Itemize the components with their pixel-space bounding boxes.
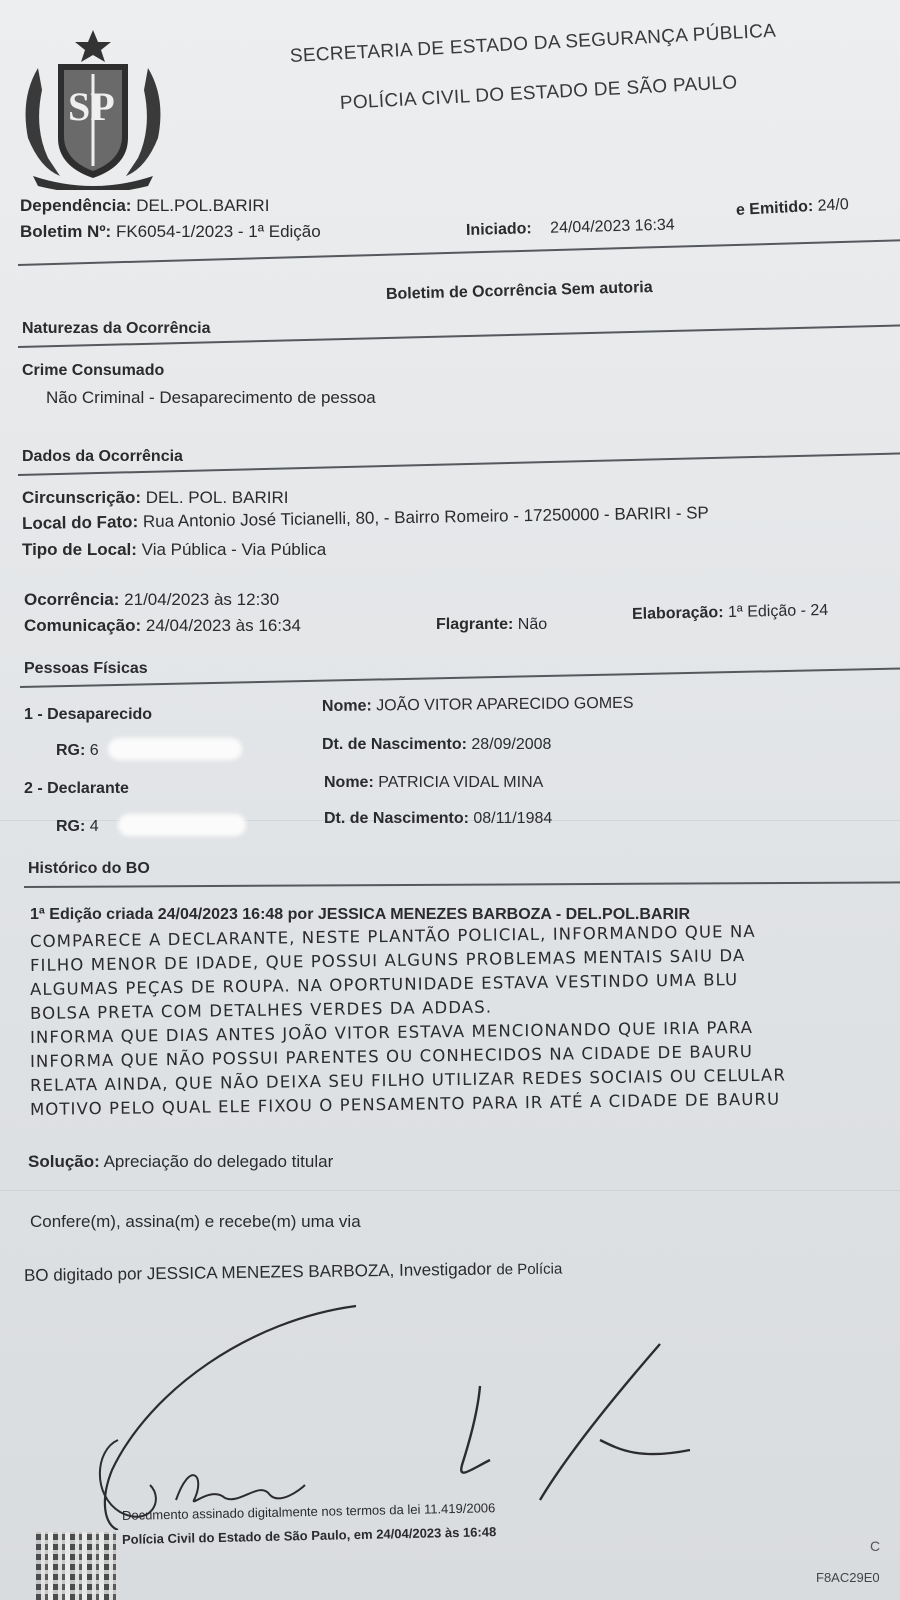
ocorrencia-value: 21/04/2023 às 12:30 xyxy=(124,590,280,609)
circunscricao-label: Circunscrição: xyxy=(22,488,142,507)
historico-line: RELATA AINDA, QUE NÃO DEIXA SEU FILHO UTILIZAR REDES SOCIAIS OU CELULAR xyxy=(29,1065,787,1095)
elaboracao-row xyxy=(632,602,829,624)
historico-line: INFORMA QUE NÃO POSSUI PARENTES OU CONHECIDOS NA CIDADE DE BAURU xyxy=(29,1041,754,1071)
document-title: Boletim de Ocorrência Sem autoria xyxy=(385,279,653,303)
flagrante-label: Flagrante: xyxy=(436,616,514,633)
historico-line: INFORMA QUE DIAS ANTES JOÃO VITOR ESTAVA MENCIONANDO QUE IRIA PARA xyxy=(29,1017,754,1047)
footer-line-2: Polícia Civil do Estado de São Paulo, em 24/04/2023 às 16:48 xyxy=(121,1524,497,1547)
comunicacao-label: Comunicação: xyxy=(24,616,142,635)
iniciado-value: 24/04/2023 16:34 xyxy=(549,216,675,237)
iniciado-label: Iniciado: xyxy=(465,220,532,239)
comunicacao-value: 24/04/2023 às 16:34 xyxy=(145,616,301,635)
footer-corner-mark: C xyxy=(870,1538,881,1554)
handwritten-signature xyxy=(0,1300,900,1530)
tipo-local-row xyxy=(22,540,326,560)
rg-redaction xyxy=(118,814,246,836)
confere-text: Confere(m), assina(m) e recebe(m) uma via xyxy=(30,1212,361,1231)
flagrante-value: Não xyxy=(517,616,548,633)
person-rg: RG: 6 xyxy=(56,742,99,759)
emitido-row xyxy=(736,196,850,220)
crime-type: Crime Consumado xyxy=(22,362,165,379)
digitado-text: BO digitado por JESSICA MENEZES BARBOZA, Investigador xyxy=(23,1259,492,1285)
person-birthdate: Dt. de Nascimento: 08/11/1984 xyxy=(324,810,553,827)
footer-line-1: Documento assinado digitalmente nos termos da lei 11.419/2006 xyxy=(121,1500,496,1523)
ocorrencia-label: Ocorrência: xyxy=(24,590,120,609)
elaboracao-label: Elaboração: xyxy=(631,604,724,623)
person-role: 1 - Desaparecido xyxy=(24,706,153,723)
verification-code: F8AC29E0 xyxy=(816,1570,880,1585)
pessoas-section-title: Pessoas Físicas xyxy=(24,660,148,677)
naturezas-section-title: Naturezas da Ocorrência xyxy=(22,320,211,337)
person-role: 2 - Declarante xyxy=(24,780,129,797)
historico-line: MOTIVO PELO QUAL ELE FIXOU O PENSAMENTO PARA IR ATÉ A CIDADE DE BAURU xyxy=(29,1089,781,1119)
circunscricao-value: DEL. POL. BARIRI xyxy=(145,488,289,507)
rg-redaction xyxy=(108,738,242,760)
circunscricao-row xyxy=(22,488,288,508)
crime-description: Não Criminal - Desaparecimento de pessoa xyxy=(46,388,376,407)
emitido-label: e Emitido: xyxy=(735,197,814,219)
historico-line: FILHO MENOR DE IDADE, QUE POSSUI ALGUNS PROBLEMAS MENTAIS SAIU DA xyxy=(29,946,746,975)
digitado-row xyxy=(24,1258,563,1286)
person-rg: RG: 4 xyxy=(56,818,99,835)
solucao-label: Solução: xyxy=(28,1152,100,1171)
sp-coat-of-arms-icon xyxy=(18,28,168,190)
solucao-value: Apreciação do delegado titular xyxy=(103,1152,334,1171)
person-name: Nome: JOÃO VITOR APARECIDO GOMES xyxy=(321,694,634,715)
pessoas-divider xyxy=(20,667,900,688)
header-divider xyxy=(18,239,900,266)
dependencia-row xyxy=(20,196,269,216)
historico-line: BOLSA PRETA COM DETALHES VERDES DA ADDAS. xyxy=(29,997,493,1023)
historico-section-title: Histórico do BO xyxy=(28,860,150,877)
tipo-local-value: Via Pública - Via Pública xyxy=(141,540,327,559)
solucao-row xyxy=(28,1152,333,1172)
iniciado-row xyxy=(466,217,675,240)
local-label: Local do Fato: xyxy=(21,512,139,533)
boletim-label: Boletim Nº: xyxy=(20,222,112,241)
historico-line: COMPARECE A DECLARANTE, NESTE PLANTÃO POLICIAL, INFORMANDO QUE NA xyxy=(29,921,756,951)
person-name: Nome: PATRICIA VIDAL MINA xyxy=(324,774,544,791)
comunicacao-row xyxy=(24,616,301,636)
boletim-value: FK6054-1/2023 - 1ª Edição xyxy=(115,222,321,241)
ocorrencia-row xyxy=(24,590,279,610)
dependencia-value: DEL.POL.BARIRI xyxy=(136,196,270,215)
emitido-value: 24/0 xyxy=(817,196,850,215)
historico-line: ALGUMAS PEÇAS DE ROUPA. NA OPORTUNIDADE ESTAVA VESTINDO UMA BLU xyxy=(29,970,739,999)
person-birthdate: Dt. de Nascimento: 28/09/2008 xyxy=(322,736,552,753)
historico-edicao: 1ª Edição criada 24/04/2023 16:48 por JESSICA MENEZES BARBOZA - DEL.POL.BARIR xyxy=(30,906,691,923)
flagrante-row xyxy=(436,616,547,634)
secretaria-title: SECRETARIA DE ESTADO DA SEGURANÇA PÚBLICA xyxy=(289,20,777,67)
policia-civil-title: POLÍCIA CIVIL DO ESTADO DE SÃO PAULO xyxy=(339,72,738,114)
dados-section-title: Dados da Ocorrência xyxy=(22,448,183,465)
boletim-row xyxy=(20,222,321,242)
dependencia-label: Dependência: xyxy=(20,196,132,215)
elaboracao-value: 1ª Edição - 24 xyxy=(727,601,829,621)
digitado-suffix: de Polícia xyxy=(496,1260,563,1279)
svg-text:SP: SP xyxy=(68,84,115,129)
local-value: Rua Antonio José Ticianelli, 80, - Bairro Romeiro - 17250000 - BARIRI - SP xyxy=(142,503,709,532)
qr-code-icon xyxy=(36,1532,116,1600)
historico-divider xyxy=(24,881,900,888)
tipo-local-label: Tipo de Local: xyxy=(22,540,137,559)
